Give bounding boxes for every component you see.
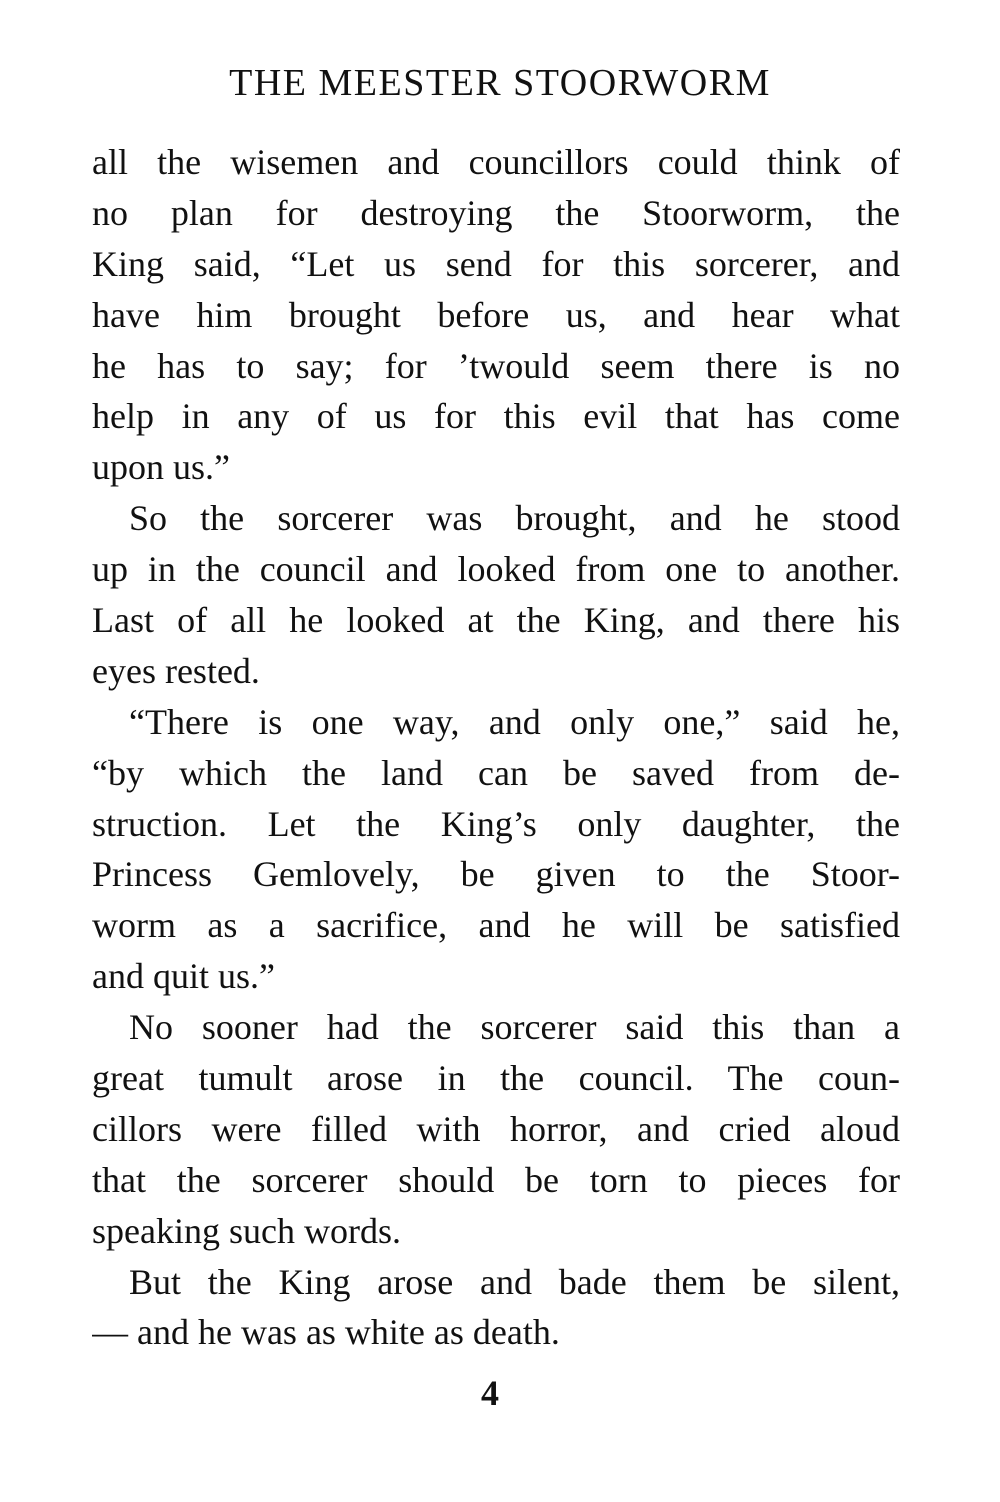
text-line: great tumult arose in the council. The coun- <box>92 1058 900 1099</box>
text-line: that the sorcerer should be torn to pieces for <box>92 1159 900 1200</box>
text-line: So the sorcerer was brought, and he stood <box>129 498 900 539</box>
text-line: speaking such words. <box>92 1210 401 1251</box>
text-line: No sooner had the sorcerer said this than a <box>129 1007 900 1048</box>
text-line: worm as a sacrifice, and he will be satisfied <box>92 905 900 946</box>
text-line: up in the council and looked from one to another. <box>92 549 900 590</box>
text-line: — and he was as white as death. <box>92 1312 560 1353</box>
text-line: all the wisemen and councillors could think of <box>92 142 900 182</box>
running-head: THE MEESTER STOORWORM <box>229 62 771 104</box>
text-line: King said, “Let us send for this sorcerer, and <box>92 243 900 284</box>
paragraph <box>92 697 900 1002</box>
body-text <box>92 137 900 1358</box>
paragraph <box>92 1002 900 1256</box>
text-line: have him brought before us, and hear what <box>92 294 900 335</box>
text-line: But the King arose and bade them be silent, <box>129 1261 900 1302</box>
text-line: Last of all he looked at the King, and there his <box>92 600 900 641</box>
text-line: Princess Gemlovely, be given to the Stoor- <box>92 854 900 895</box>
paragraph <box>92 137 900 493</box>
text-line: no plan for destroying the Stoorworm, the <box>92 192 900 233</box>
page-number: 4 <box>481 1373 499 1413</box>
text-line: cillors were filled with horror, and cried aloud <box>92 1108 900 1149</box>
text-line: struction. Let the King’s only daughter, the <box>92 803 900 844</box>
text-line: upon us.” <box>92 447 230 488</box>
text-line: and quit us.” <box>92 956 275 997</box>
text-line: “by which the land can be saved from de- <box>92 752 900 793</box>
text-line: he has to say; for ’twould seem there is no <box>92 345 900 386</box>
text-line: eyes rested. <box>92 650 260 691</box>
paragraph <box>92 1257 900 1359</box>
text-line: “There is one way, and only one,” said he, <box>129 701 900 742</box>
text-line: help in any of us for this evil that has come <box>92 396 900 437</box>
paragraph <box>92 493 900 697</box>
